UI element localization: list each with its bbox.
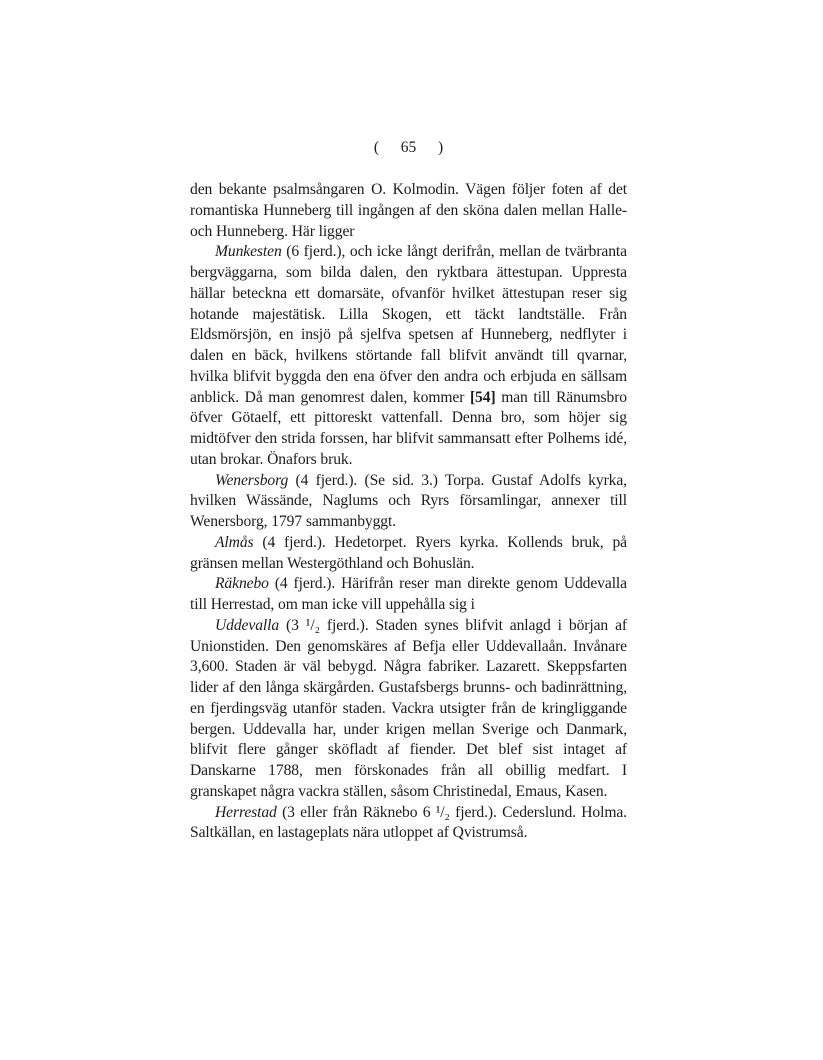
paragraph-raknebo bbox=[190, 574, 627, 616]
text-segment-normal: (4 fjerd.). (Se sid. 3.) Torpa. Gustaf Adolfs kyrka, hvilken Wässände, Naglums och Ryrs församlingar, annexer till Wenersborg, 1797 sammanbyggt. bbox=[190, 471, 627, 530]
text-segment-italic: Uddevalla bbox=[215, 616, 280, 634]
text-segment-italic: Herrestad bbox=[215, 803, 277, 821]
text-segment-italic: Almås bbox=[215, 533, 254, 551]
text-block bbox=[190, 180, 627, 844]
page-number: ( 65 ) bbox=[373, 139, 444, 156]
paragraph-continuation bbox=[190, 180, 627, 242]
text-segment-bold: [54] bbox=[469, 388, 496, 406]
text-segment-normal: den bekante psalmsångaren O. Kolmodin. Vägen följer foten af det romantiska Hunneberg till ingången af den sköna dalen mellan Halle- och Hunneberg. Här ligger bbox=[190, 181, 627, 240]
text-segment-normal: (4 fjerd.). Hedetorpet. Ryers kyrka. Kollends bruk, på gränsen mellan Westergöthland och Bohuslän. bbox=[190, 533, 627, 572]
paragraph-almas bbox=[190, 533, 627, 575]
paragraph-herrestad bbox=[190, 803, 627, 845]
paragraph-munkesten bbox=[190, 242, 627, 470]
text-segment-italic: Räknebo bbox=[215, 575, 269, 593]
paragraph-wenersborg bbox=[190, 471, 627, 533]
text-segment-italic: Wenersborg bbox=[215, 471, 289, 489]
text-segment-normal: (6 fjerd.), och icke långt derifrån, mellan de tvärbranta bergväggarna, som bilda dalen, den ryktbara ättestupan. Uppresta hällar beteckna ett domarsäte, ofvanför hvilket ättestupan reser sig hotande majestätisk. Lilla Skogen, ett täckt landtställe. Från Eldsmörsjön, en insjö på sjelfva spetsen af Hunneberg, nedflyter i dalen en bäck, hvilkens störtande fall blifvit användt till qvarnar, hvilka blifvit byggda den ena öfver den andra och erbjuda en sällsam anblick. Då man genomrest dalen, kommer bbox=[190, 243, 627, 406]
text-segment-normal: (3 eller från Räknebo 6 ¹/₂ fjerd.). Cederslund. Holma. Saltkällan, en lastageplats nära utloppet af Qvistrumså. bbox=[190, 803, 627, 842]
text-segment-italic: Munkesten bbox=[215, 243, 282, 261]
paragraph-uddevalla bbox=[190, 616, 627, 803]
text-segment-normal: (4 fjerd.). Härifrån reser man direkte genom Uddevalla till Herrestad, om man icke vill uppehålla sig i bbox=[190, 575, 627, 613]
text-segment-normal: (3 ¹/₂ fjerd.). Staden synes blifvit anlagd i början af Unionstiden. Den genomskäres af Befja eller Uddevallaån. Invånare 3,600. Staden är väl bebygd. Några fabriker. Lazarett. Skeppsfarten lider af den långa skärgården. Gustafsbergs brunns- och badinrättning, en fjerdingsväg utanför staden. Vackra utsigter från de kringliggande bergen. Uddevalla har, under krigen mellan Sverige och Danmark, blifvit flere gånger sköfladt af fiender. Det blef sist intaget af Danskarne 1788, men förskonades från all obillig medfart. I granskapet några vackra ställen, såsom Christinedal, Emaus, Kasen. bbox=[190, 616, 627, 800]
text-segment-normal: man till Ränumsbro öfver Götaelf, ett pittoreskt vattenfall. Denna bro, som höjer sig midtöfver den strida forssen, har blifvit sammansatt efter Polhems idé, utan brokar. Önafors bruk. bbox=[190, 388, 627, 468]
